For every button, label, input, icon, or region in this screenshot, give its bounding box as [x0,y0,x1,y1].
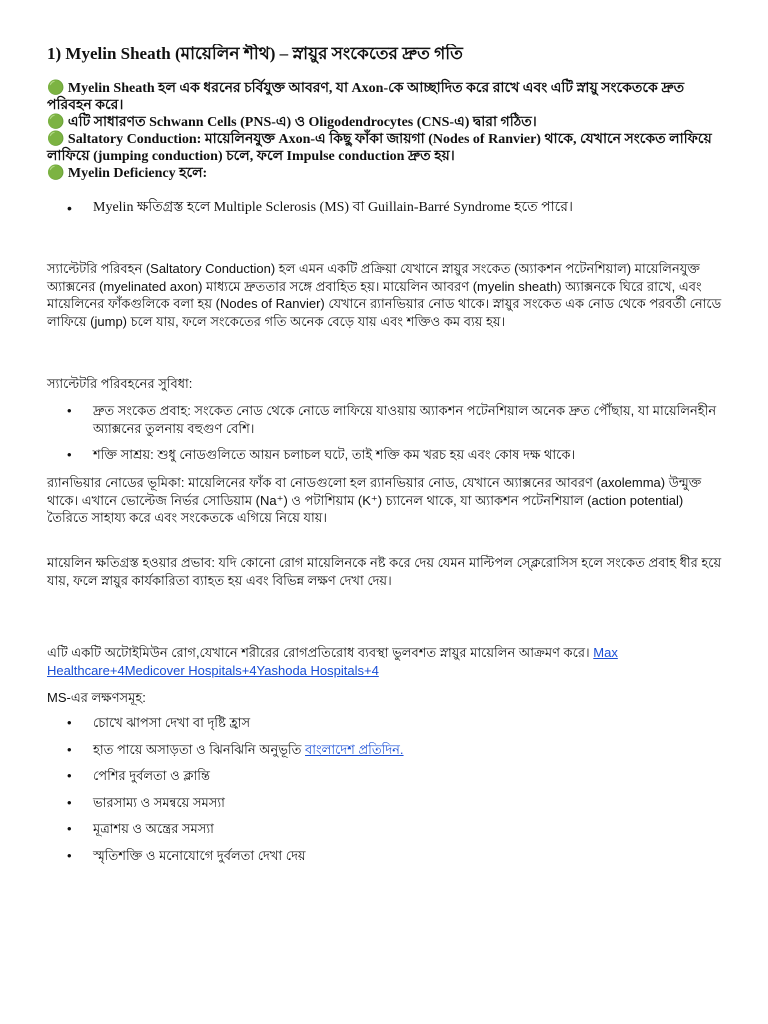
advantages-list [47,402,727,473]
symptom-text: ভারসাম্য ও সমন্বয়ে সমস্যা [93,794,225,810]
symptom-text: স্মৃতিশক্তি ও মনোযোগে দুর্বলতা দেখা দেয় [93,847,306,863]
demyelination-paragraph: মায়েলিন ক্ষতিগ্রস্ত হওয়ার প্রভাব: যদি কোনো রোগ মায়েলিনকে নষ্ট করে দেয় যেমন মাল্টিপল স্ক্লেরোসিস হলে সংকেত প্রবাহ ধীর হয়ে যায়, ফলে স্নায়ুর কার্যকারিতা ব্যাহত হয় এবং বিভিন্ন লক্ষণ দেখা দেয়। [47,555,722,588]
list-item [47,794,727,812]
deficiency-list [47,199,737,217]
symptom-source-link[interactable]: বাংলাদেশ প্রতিদিন. [305,741,404,757]
source-link[interactable]: Max Healthcare+4Medicover Hospitals+4Yashoda Hospitals+4 [47,645,618,678]
list-item: • দ্রুত সংকেত প্রবাহ: সংকেত নোড থেকে নোডে লাফিয়ে যাওয়ায় অ্যাকশন পটেনশিয়াল অনেক দ্রুত পৌঁছায়, যা মায়েলিনহীন অ্যাক্সনের তুলনায় বহুগুণ বেশি। [47,402,727,437]
symptom-text: হাত পায়ে অসাড়তা ও ঝিনঝিনি অনুভূতি [93,741,306,757]
saltatory-paragraph: স্যাল্টেটরি পরিবহন (Saltatory Conduction) হল এমন একটি প্রক্রিয়া যেখানে স্নায়ুর সংকেত (অ্যাকশন পটেনশিয়াল) মায়েলিনযুক্ত অ্যাক্সনের (myelinated axon) মাধ্যমে দ্রুততার সঙ্গে প্রবাহিত হয়। মায়েলিন আবরণ (myelin sheath) অ্যাক্সনকে ঘিরে রাখে, এবং মায়েলিনের ফাঁকগুলিকে বলা হয় (Nodes of Ranvier) যেখানে র‍্যানভিয়ার নোড থাকে। স্নায়ুর সংকেত এক নোড থেকে পরবর্তী নোডে লাফিয়ে (jump) চলে যায়, ফলে সংকেতের গতি অনেক বেড়ে যায় এবং শক্তিও কম ব্যয় হয়। [47,261,722,329]
symptoms-heading: MS-এর লক্ষণসমূহ: [47,690,146,705]
ms-intro-paragraph [47,644,727,679]
intro-block [47,80,727,182]
list-item: • Myelin ক্ষতিগ্রস্ত হলে Multiple Sclerosis (MS) বা Guillain-Barré Syndrome হতে পারে। [47,199,737,217]
advantages-heading: স্যাল্টেটরি পরিবহনের সুবিধা: [47,376,193,391]
symptom-text: পেশির দুর্বলতা ও ক্লান্তি [93,768,210,783]
intro-line-saltatory: 🟢 Saltatory Conduction: মায়েলিনযুক্ত Axon-এ কিছু ফাঁকা জায়গা (Nodes of Ranvier) থাকে, যেখানে সংকেত লাফিয়ে লাফিয়ে (jumping conduction) চলে, ফলে Impulse conduction দ্রুত হয়। [47,132,712,164]
intro-line-definition: 🟢 Myelin Sheath হল এক ধরনের চর্বিযুক্ত আবরণ, যা Axon-কে আচ্ছাদিত করে রাখে এবং এটি স্নায়ু সংকেতকে দ্রুত পরিবহন করে। [47,81,685,113]
list-item [47,820,727,838]
symptoms-list [47,714,727,873]
list-item [47,741,727,759]
list-item [47,714,727,732]
ms-intro-text: এটি একটি অটোইমিউন রোগ,যেখানে শরীরের রোগপ্রতিরোধ ব্যবস্থা ভুলবশত স্নায়ুর মায়েলিন আক্রমণ করে। [47,645,594,660]
page-title: 1) Myelin Sheath (মায়েলিন শীথ) – স্নায়ুর সংকেতের দ্রুত গতি [47,44,463,63]
symptom-text: চোখে ঝাপসা দেখা বা দৃষ্টি হ্রাস [93,715,251,730]
list-item [47,767,727,785]
nodes-paragraph: র‍্যানভিয়ার নোডের ভূমিকা: মায়েলিনের ফাঁক বা নোডগুলো হল র‍্যানভিয়ার নোড, যেখানে অ্যাক্সনের আবরণ (axolemma) উন্মুক্ত থাকে। এখানে ভোল্টেজ নির্ভর সোডিয়াম (Na⁺) ও পটাশিয়াম (K⁺) চ্যানেল থাকে, যা অ্যাকশন পটেনশিয়াল (action potential) তৈরিতে সাহায্য করে এবং সংকেতকে এগিয়ে নিয়ে যায়। [47,475,702,525]
intro-line-cells: 🟢 এটি সাধারণত Schwann Cells (PNS-এ) ও Oligodendrocytes (CNS-এ) দ্বারা গঠিত। [47,115,537,130]
symptom-text: মূত্রাশয় ও অন্ত্রের সমস্যা [93,821,214,836]
list-item: • শক্তি সাশ্রয়: শুধু নোডগুলিতে আয়ন চলাচল ঘটে, তাই শক্তি কম খরচ হয় এবং কোষ দক্ষ থাকে। [47,446,727,464]
intro-line-deficiency: 🟢 Myelin Deficiency হলে: [47,166,208,181]
list-item [47,847,727,865]
